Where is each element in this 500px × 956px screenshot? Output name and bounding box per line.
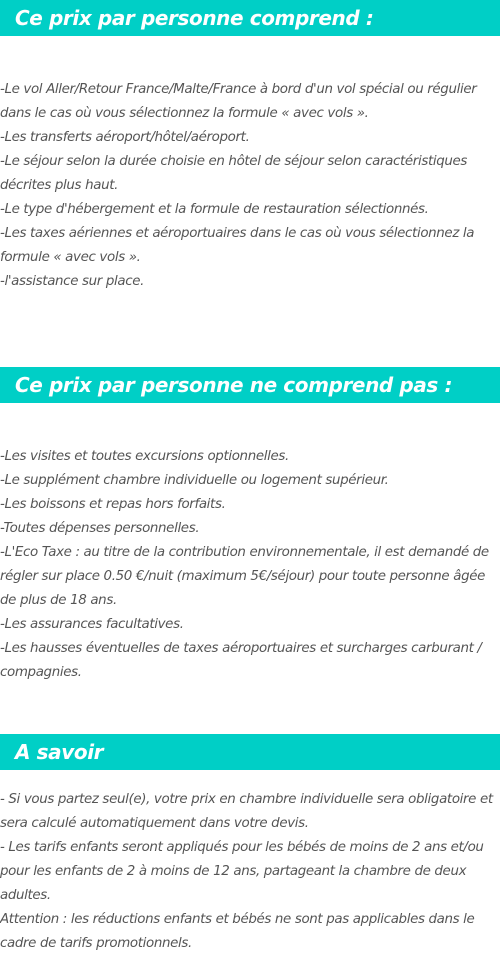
section-title-included: Ce prix par personne comprend : [15,6,374,30]
section-title-not-included: Ce prix par personne ne comprend pas : [15,373,453,397]
list-item: -Toutes dépenses personnelles. [0,521,200,536]
list-item: -Les transferts aéroport/hôtel/aéroport. [0,130,250,145]
list-item: -L'Eco Taxe : au titre de la contribution environnementale, il est demandé de régler sur place 0.50 €/nuit (maximum 5€/séjour) pour toute personne âgée de plus de 18 ans. [0,545,489,608]
list-item: Attention : les réductions enfants et bébés ne sont pas applicables dans le cadre de tarifs promotionnels. [0,912,475,951]
list-item: -Le type d'hébergement et la formule de restauration sélectionnés. [0,202,429,217]
section-body-not-included [0,445,500,685]
list-item: -Le supplément chambre individuelle ou logement supérieur. [0,473,389,488]
list-item: -Les hausses éventuelles de taxes aéroportuaires et surcharges carburant / compagnies. [0,641,482,680]
list-item: -Les visites et toutes excursions optionnelles. [0,449,289,464]
section-body-good-to-know [0,788,500,956]
section-header-not-included [0,367,500,403]
list-item: -Le séjour selon la durée choisie en hôtel de séjour selon caractéristiques décrites plus haut. [0,154,468,193]
section-body-included [0,78,500,294]
section-title-good-to-know: A savoir [15,740,104,764]
list-item: -Les boissons et repas hors forfaits. [0,497,226,512]
list-item: - Les tarifs enfants seront appliqués pour les bébés de moins de 2 ans et/ou pour les enfants de 2 à moins de 12 ans, partageant la chambre de deux adultes. [0,840,484,903]
list-item: - Si vous partez seul(e), votre prix en chambre individuelle sera obligatoire et sera calculé automatiquement dans votre devis. [0,792,493,831]
list-item: -Le vol Aller/Retour France/Malte/France à bord d'un vol spécial ou régulier dans le cas où vous sélectionnez la formule « avec vols ». [0,82,477,121]
list-item: -Les assurances facultatives. [0,617,184,632]
list-item: -l'assistance sur place. [0,274,144,289]
list-item: -Les taxes aériennes et aéroportuaires dans le cas où vous sélectionnez la formule « avec vols ». [0,226,475,265]
section-header-good-to-know [0,734,500,770]
section-header-included [0,0,500,36]
